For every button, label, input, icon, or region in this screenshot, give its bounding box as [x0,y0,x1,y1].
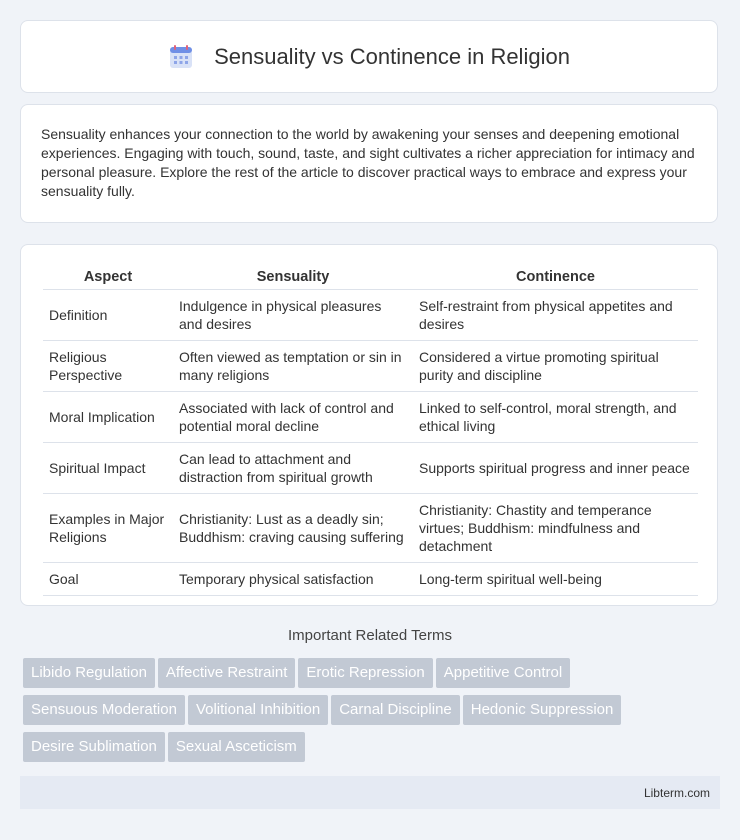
sensuality-cell: Can lead to attachment and distraction from spiritual growth [173,443,413,494]
table-row [43,341,698,392]
header-card [20,20,718,93]
continence-cell: Self-restraint from physical appetites and desires [413,290,698,341]
related-terms-title: Important Related Terms [288,627,452,644]
table-row [43,443,698,494]
continence-cell: Long-term spiritual well-being [413,563,698,596]
aspect-cell: Spiritual Impact [43,443,173,494]
sensuality-cell: Temporary physical satisfaction [173,563,413,596]
term-tag[interactable]: Libido Regulation [23,658,155,688]
continence-cell: Supports spiritual progress and inner peace [413,443,698,494]
table-row [43,290,698,341]
continence-cell: Linked to self-control, moral strength, and ethical living [413,392,698,443]
intro-text: Sensuality enhances your connection to the world by awakening your senses and deepening emotional experiences. Engaging with touch, sound, taste, and sight cultivates a richer appreciation for intimacy and personal pleasure. Explore the rest of the article to discover practical ways to embrace and express your sensuality fully. [41,126,695,199]
term-tag[interactable]: Sexual Asceticism [168,732,305,762]
comparison-table [43,265,698,596]
sensuality-cell: Indulgence in physical pleasures and desires [173,290,413,341]
aspect-cell: Definition [43,290,173,341]
aspect-cell: Examples in Major Religions [43,494,173,563]
term-tag[interactable]: Carnal Discipline [331,695,460,725]
page-title: Sensuality vs Continence in Religion [214,43,570,69]
aspect-cell: Religious Perspective [43,341,173,392]
term-tag[interactable]: Hedonic Suppression [463,695,622,725]
footer [20,776,720,809]
term-tag[interactable]: Appetitive Control [436,658,570,688]
sensuality-cell: Christianity: Lust as a deadly sin; Buddhism: craving causing suffering [173,494,413,563]
header-aspect: Aspect [43,265,173,290]
term-tag[interactable]: Erotic Repression [298,658,432,688]
term-tag[interactable]: Affective Restraint [158,658,295,688]
header-sensuality: Sensuality [173,265,413,290]
comparison-card [20,244,718,606]
continence-cell: Christianity: Chastity and temperance virtues; Buddhism: mindfulness and detachment [413,494,698,563]
table-header-row [43,265,698,290]
table-row [43,392,698,443]
table-row [43,563,698,596]
header-continence: Continence [413,265,698,290]
term-tag[interactable]: Desire Sublimation [23,732,165,762]
term-tag[interactable]: Volitional Inhibition [188,695,328,725]
aspect-cell: Goal [43,563,173,596]
continence-cell: Considered a virtue promoting spiritual purity and discipline [413,341,698,392]
term-tag[interactable]: Sensuous Moderation [23,695,185,725]
sensuality-cell: Often viewed as temptation or sin in many religions [173,341,413,392]
aspect-cell: Moral Implication [43,392,173,443]
sensuality-cell: Associated with lack of control and potential moral decline [173,392,413,443]
footer-link[interactable]: Libterm.com [643,785,710,800]
intro-card [20,104,718,223]
calendar-icon [168,44,194,70]
related-terms-list [23,658,723,769]
table-row [43,494,698,563]
